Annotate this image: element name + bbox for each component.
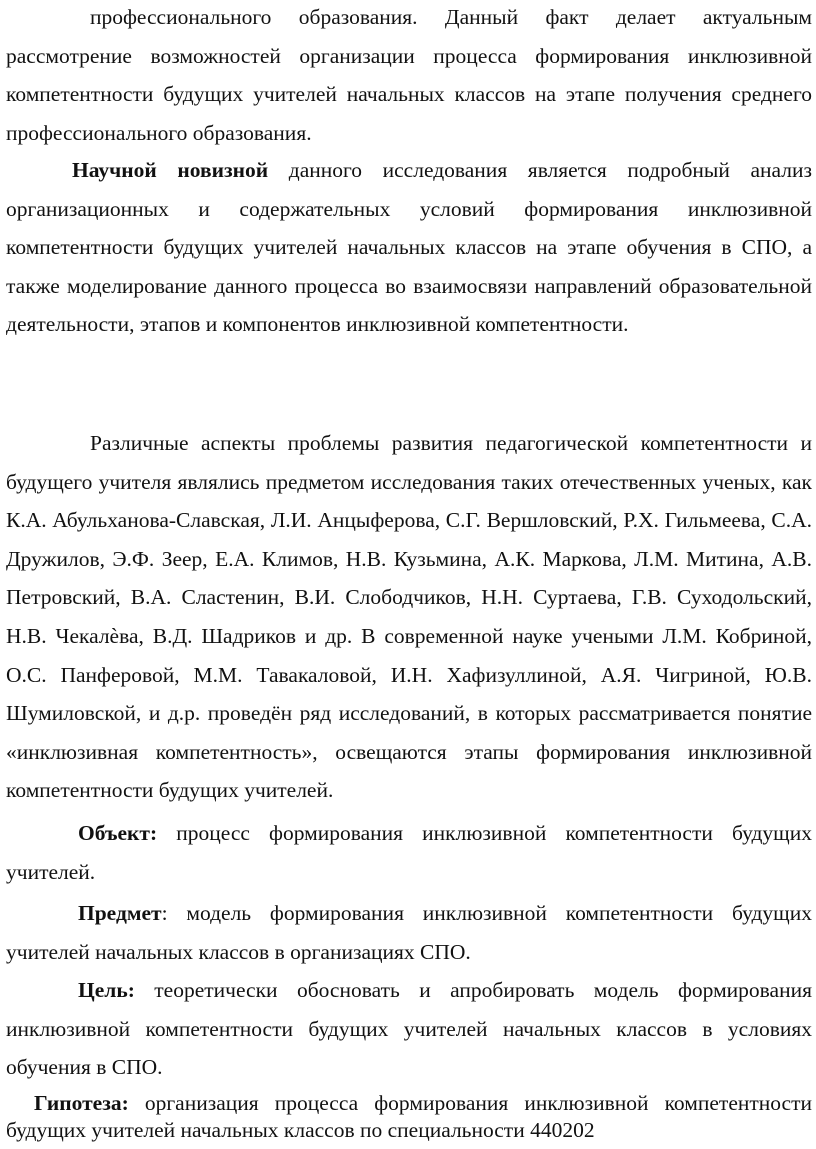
paragraph-text: теоретически обосновать и апробировать модель формирования инклюзивной компетентности будущих учителей начальных классов в условиях обучения в СПО. <box>6 978 812 1080</box>
paragraph-hypothesis <box>6 1090 812 1144</box>
paragraph-subject <box>6 894 812 971</box>
novelty-heading: Научной новизной <box>72 158 269 182</box>
paragraph-relevance-end <box>6 0 812 152</box>
paragraph-text: данного исследования является подробный анализ организационных и содержательных условий формирования инклюзивной компетентности будущих учителей начальных классов на этапе обучения в СПО, а также моделирование данного процесса во взаимосвязи направлений образовательной деятельности, этапов и компонентов инклюзивной компетентности. <box>6 158 812 337</box>
paragraph-object <box>6 814 812 891</box>
paragraph-text: : модель формирования инклюзивной компетентности будущих учителей начальных классов в организациях СПО. <box>6 901 812 964</box>
paragraph-literature-review <box>6 424 812 810</box>
paragraph-text: Различные аспекты проблемы развития педагогической компетентности и будущего учителя являлись предметом исследования таких отечественных ученых, как К.А. Абульханова-Славская, Л.И. Анцыферова, С.Г. Вершловский, Р.Х. Гильмеева, С.А. Дружилов, Э.Ф. Зеер, Е.А. Климов, Н.В. Кузьмина, А.К. Маркова, Л.М. Митина, А.В. Петровский, В.А. Сластенин, В.И. Слободчиков, Н.Н. Суртаева, Г.В. Суходольский, Н.В. Чекалѐва, В.Д. Шадриков и др. В современной науке учеными Л.М. Кобриной, О.С. Панферовой, М.М. Тавакаловой, И.Н. Хафизуллиной, А.Я. Чигриной, Ю.В. Шумиловской, и д.р. проведён ряд исследований, в которых рассматривается понятие «инклюзивная компетентность», освещаются этапы формирования инклюзивной компетентности будущих учителей. <box>6 431 812 803</box>
paragraph-text: процесс формирования инклюзивной компетентности будущих учителей. <box>6 821 812 884</box>
hypothesis-heading: Гипотеза: <box>34 1091 129 1115</box>
paragraph-text: организация процесса формирования инклюзивной компетентности будущих учителей начальных классов по специальности 440202 <box>6 1091 812 1142</box>
goal-heading: Цель: <box>78 978 135 1002</box>
paragraph-text: профессионального образования. Данный факт делает актуальным рассмотрение возможностей организации процесса формирования инклюзивной компетентности будущих учителей начальных классов на этапе получения среднего профессионального образования. <box>6 5 812 145</box>
paragraph-novelty <box>6 151 812 344</box>
paragraph-goal <box>6 971 812 1087</box>
object-heading: Объект: <box>78 821 158 845</box>
subject-heading: Предмет <box>78 901 162 925</box>
